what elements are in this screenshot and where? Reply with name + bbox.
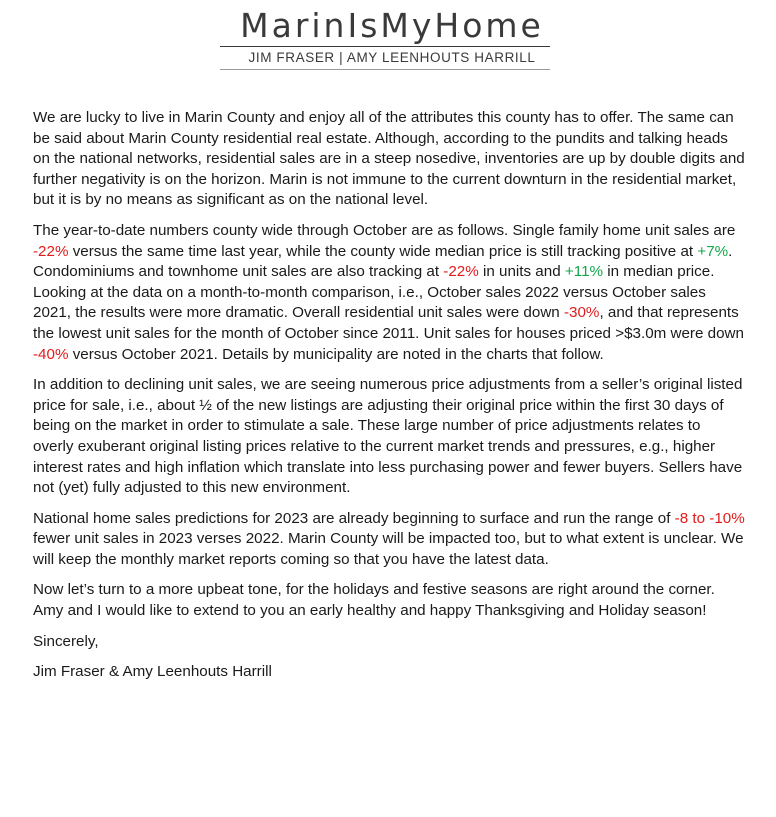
paragraph-price-adjustments: In addition to declining unit sales, we are seeing numerous price adjustments from a seller’s original listed price for sale, i.e., about ½ of the new listings are adjusting their original price within the first 30 days of being on the market in order to stimulate a sale. These large number of price adjustments relates to overly exuberant original listing prices relative to the current market trends and pressures, e.g., higher interest rates and high inflation which translate into less purchasing power and fewer buyers. Sellers have not (yet) fully adjusted to this new environment. bbox=[33, 376, 743, 497]
paragraph-predictions bbox=[33, 509, 745, 571]
sfh-median-price-change: +7% bbox=[697, 242, 729, 260]
sfh-unit-sales-change: -22% bbox=[33, 242, 69, 260]
stat-text: The year-to-date numbers county wide through October are as follows. Single family home unit sales are bbox=[33, 221, 736, 239]
stat-text: versus October 2021. Details by municipality are noted in the charts that follow. bbox=[68, 345, 604, 363]
paragraph-statistics bbox=[33, 221, 745, 365]
stat-text: in units and bbox=[478, 263, 565, 281]
logo-subtitle: JIM FRASER | AMY LEENHOUTS HARRILL bbox=[248, 50, 536, 65]
national-prediction-range: -8 to -10% bbox=[674, 509, 745, 527]
stat-text: , and that represents the lowest unit sales for the month of October since 2011. Unit sales for houses priced >$3.0m were down bbox=[33, 304, 744, 342]
october-unit-sales-change: -30% bbox=[563, 304, 600, 322]
stat-text: in median price. Looking at the data on a month-to-month comparison, i.e., October sales 2022 versus October sales 2021, the results were more dramatic. Overall residential unit sales were down bbox=[33, 263, 715, 322]
stat-text: versus the same time last year, while the county wide median price is still tracking positive at bbox=[68, 242, 698, 260]
condo-unit-sales-change: -22% bbox=[443, 263, 479, 281]
signature: Jim Fraser & Amy Leenhouts Harrill bbox=[33, 663, 272, 681]
paragraph-intro: We are lucky to live in Marin County and enjoy all of the attributes this county has to offer. The same can be said about Marin County residential real estate. Although, according to the pundits and talking heads on the national networks, residential sales are in a steep nosedive, inventories are up by double digits and further negativity is on the horizon. Marin is not immune to the current downturn in the residential market, but it is by no means as significant as on the national level. bbox=[33, 109, 745, 209]
masthead bbox=[0, 6, 776, 70]
logo-divider bbox=[220, 46, 550, 47]
logo-title: MarinIsMyHome bbox=[240, 6, 544, 45]
prediction-text: fewer unit sales in 2023 verses 2022. Marin County will be impacted too, but to what extent is unclear. We will keep the monthly market reports coming so that you have the latest data. bbox=[33, 530, 744, 568]
logo-underline bbox=[220, 69, 550, 70]
luxury-unit-sales-change: -40% bbox=[33, 345, 69, 363]
condo-median-price-change: +11% bbox=[564, 263, 604, 281]
paragraph-holiday: Now let’s turn to a more upbeat tone, for the holidays and festive seasons are right around the corner. Amy and I would like to extend to you an early healthy and happy Thanksgiving and Holiday season! bbox=[33, 581, 715, 620]
letter-body bbox=[33, 108, 745, 693]
stat-text: . Condominiums and townhome unit sales are also tracking at bbox=[33, 242, 733, 281]
prediction-text: National home sales predictions for 2023 are already beginning to surface and run the range of bbox=[33, 509, 675, 527]
closing-salutation: Sincerely, bbox=[33, 632, 99, 650]
